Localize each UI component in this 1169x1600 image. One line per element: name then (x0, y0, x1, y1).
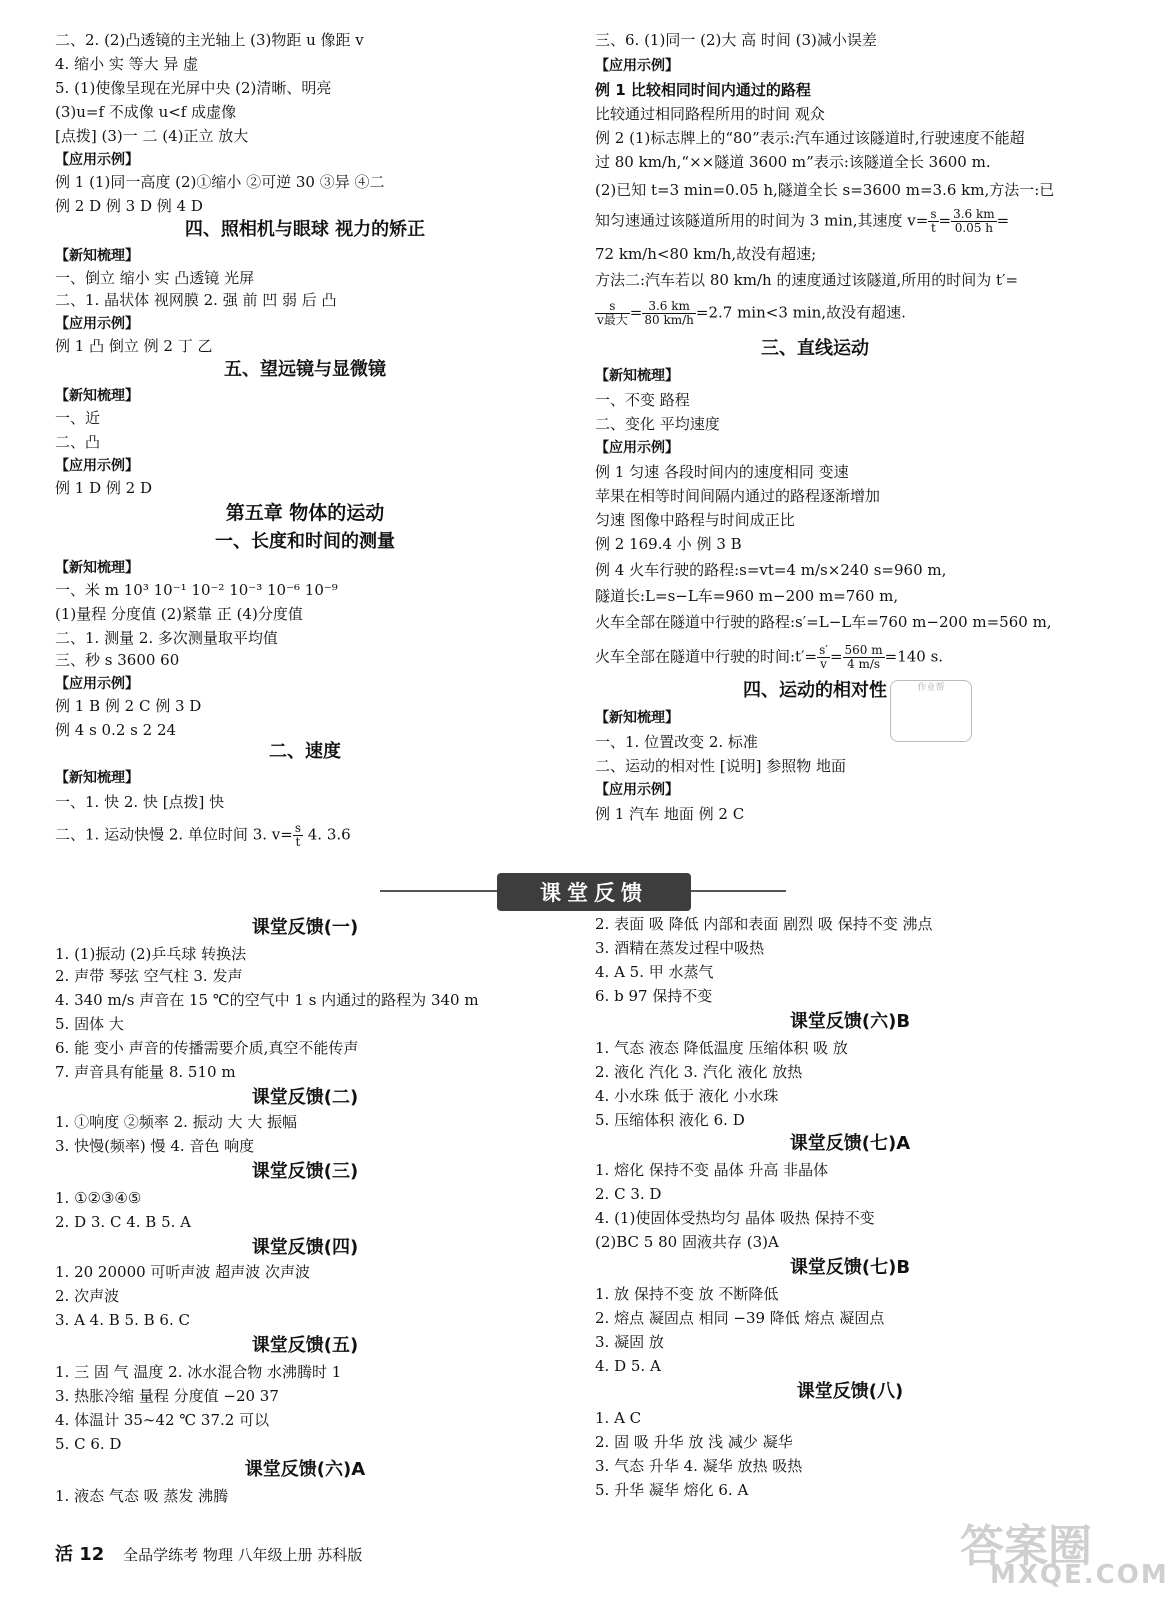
fb-right-line-9: 课堂反馈(七)A (789, 1133, 911, 1154)
left-top-line-8: 四、照相机与眼球 视力的矫正 (184, 219, 426, 240)
right-top-line-2: 例 1 比较相同时间内通过的路程 (595, 81, 811, 99)
fb-right-line-14: 课堂反馈(七)B (789, 1257, 911, 1278)
right-mid-line-10: 隧道长:L=s−L车=960 m−200 m=760 m, (595, 587, 899, 605)
right-mid-line-4: 【应用示例】 (595, 440, 679, 456)
fb-right-line-22: 3. 气态 升华 4. 凝华 放热 吸热 (595, 1457, 803, 1475)
fb-left-line-8: 1. ①响度 ②频率 2. 振动 大 大 振幅 (55, 1113, 298, 1131)
fb-left-line-17: 课堂反馈(五) (251, 1335, 359, 1356)
fb-right-line-5: 1. 气态 液态 降低温度 压缩体积 吸 放 (595, 1039, 848, 1057)
right-mid-line-6: 苹果在相等时间间隔内通过的路程逐渐增加 (595, 487, 881, 505)
left-top-line-30: 二、速度 (269, 741, 341, 762)
left-top-line-4: [点拨] (3)一 二 (4)正立 放大 (55, 127, 249, 145)
left-top-line-14: 五、望远镜与显微镜 (224, 359, 386, 380)
fb-left-line-18: 1. 三 固 气 温度 2. 冰水混合物 水沸腾时 1 (55, 1363, 342, 1381)
fb-left-line-1: 1. (1)振动 (2)乒乓球 转换法 (55, 945, 247, 963)
fb-left-line-4: 5. 固体 大 (55, 1015, 124, 1033)
left-top-line-27: 【应用示例】 (55, 676, 139, 692)
fb-left-line-11: 1. ①②③④⑤ (55, 1189, 142, 1207)
fb-right-line-19: 课堂反馈(八) (796, 1381, 904, 1402)
left-top-line-1: 4. 缩小 实 等大 异 虚 (55, 55, 199, 73)
fb-right-line-11: 2. C 3. D (595, 1185, 662, 1203)
fb-right-line-17: 3. 凝固 放 (595, 1333, 664, 1351)
right-mid-line-3: 二、变化 平均速度 (595, 415, 720, 433)
fb-left-line-20: 4. 体温计 35∼42 ℃ 37.2 可以 (55, 1411, 270, 1429)
left-top-line-23: 一、米 m 10³ 10⁻¹ 10⁻² 10⁻³ 10⁻⁶ 10⁻⁹ (55, 581, 338, 599)
section-banner: 课堂反馈 (497, 873, 691, 911)
right-top-line-4: 例 2 (1)标志牌上的“80”表示:汽车通过该隧道时,行驶速度不能超 (595, 129, 1025, 147)
left-top-line-7: 例 2 D 例 3 D 例 4 D (55, 197, 203, 215)
fb-left-line-3: 4. 340 m/s 声音在 15 ℃的空气中 1 s 内通过的路程为 340 m (55, 991, 479, 1009)
watermark-url: MXQE.COM (990, 1560, 1169, 1590)
fb-left-line-10: 课堂反馈(三) (251, 1161, 359, 1182)
page-footer (55, 1540, 362, 1566)
left-top-line-20: 第五章 物体的运动 (225, 502, 385, 524)
fb-left-line-5: 6. 能 变小 声音的传播需要介质,真空不能传声 (55, 1039, 359, 1057)
left-top-line-10: 一、倒立 缩小 实 凸透镜 光屏 (55, 269, 255, 287)
book-title: 全品学练考 物理 八年级上册 苏科版 (123, 1546, 363, 1564)
right-mid-line-2: 一、不变 路程 (595, 391, 690, 409)
fb-left-line-9: 3. 快慢(频率) 慢 4. 音色 响度 (55, 1137, 255, 1155)
left-top-line-3: (3)u=f 不成像 u<f 成虚像 (55, 103, 237, 121)
fb-right-line-18: 4. D 5. A (595, 1357, 661, 1375)
fb-right-line-0: 2. 表面 吸 降低 内部和表面 剧烈 吸 保持不变 沸点 (595, 915, 933, 933)
fb-right-line-21: 2. 固 吸 升华 放 浅 减少 凝华 (595, 1433, 793, 1451)
fb-right-line-4: 课堂反馈(六)B (789, 1011, 911, 1032)
right-bottom-line-3: 二、运动的相对性 [说明] 参照物 地面 (595, 757, 847, 775)
right-mid-line-5: 例 1 匀速 各段时间内的速度相同 变速 (595, 463, 849, 481)
banner-rule-left (380, 890, 497, 892)
left-top-line-17: 二、凸 (55, 433, 101, 451)
right-top-line-1: 【应用示例】 (595, 58, 679, 74)
left-top-line-26: 三、秒 s 3600 60 (55, 651, 180, 669)
speed-line-a: 二、1. 运动快慢 2. 单位时间 3. v= (55, 825, 293, 844)
right-top-line-0: 三、6. (1)同一 (2)大 高 时间 (3)减小误差 (595, 31, 877, 49)
left-top-line-28: 例 1 B 例 2 C 例 3 D (55, 697, 202, 715)
fb-right-line-15: 1. 放 保持不变 放 不断降低 (595, 1285, 779, 1303)
fb-right-line-23: 5. 升华 凝华 熔化 6. A (595, 1481, 749, 1499)
fb-left-line-23: 1. 液态 气态 吸 蒸发 沸腾 (55, 1487, 229, 1505)
fb-right-line-10: 1. 熔化 保持不变 晶体 升高 非晶体 (595, 1161, 829, 1179)
fb-left-line-14: 1. 20 20000 可听声波 超声波 次声波 (55, 1263, 310, 1281)
right-bottom-line-0: 四、运动的相对性 (743, 680, 887, 701)
right-mid-line-9: 例 4 火车行驶的路程:s=vt=4 m/s×240 s=960 m, (595, 561, 947, 579)
train-time-line: 火车全部在隧道中行驶的时间:t′= $\frac{s'}{v}$ = $\frac{560 m}{4 m/s}$ =140 s. (595, 643, 944, 671)
example-2-part2-line1: (2)已知 t=3 min=0.05 h,隧道全长 s=3600 m=3.6 km,方法一:已 (595, 181, 1055, 199)
left-top-line-24: (1)量程 分度值 (2)紧靠 正 (4)分度值 (55, 605, 303, 623)
left-top-line-18: 【应用示例】 (55, 458, 139, 474)
fb-left-line-12: 2. D 3. C 4. B 5. A (55, 1213, 191, 1231)
fb-right-line-20: 1. A C (595, 1409, 642, 1427)
right-top-line-3: 比较通过相同路程所用的时间 观众 (595, 105, 825, 123)
right-mid-line-7: 匀速 图像中路程与时间成正比 (595, 511, 795, 529)
left-top-line-11: 二、1. 晶状体 视网膜 2. 强 前 凹 弱 后 凸 (55, 291, 337, 309)
right-mid-line-8: 例 2 169.4 小 例 3 B (595, 535, 742, 553)
speed-formula-line (55, 822, 351, 849)
left-top-line-31: 【新知梳理】 (55, 770, 139, 786)
fb-left-line-16: 3. A 4. B 5. B 6. C (55, 1311, 190, 1329)
fb-left-line-22: 课堂反馈(六)A (244, 1459, 366, 1480)
fb-left-line-15: 2. 次声波 (55, 1287, 120, 1305)
example-2-part2-line2: 知匀速通过该隧道所用的时间为 3 min,其速度 v= $\frac{s}{t}$ = $\frac{3.6 km}{0.05 h}$ = (595, 207, 1010, 235)
left-top-line-6: 例 1 (1)同一高度 (2)①缩小 ②可逆 30 ③异 ④二 (55, 173, 385, 191)
left-top-line-15: 【新知梳理】 (55, 388, 139, 404)
speed-fraction: $\frac{s}{t}$ (294, 821, 301, 849)
right-top-line-5: 过 80 km/h,“××隧道 3600 m”表示:该隧道全长 3600 m. (595, 153, 991, 171)
speed-line-b: 4. 3.6 (303, 825, 351, 844)
left-top-line-9: 【新知梳理】 (55, 248, 139, 264)
fb-right-line-3: 6. b 97 保持不变 (595, 987, 713, 1005)
left-top-line-5: 【应用示例】 (55, 152, 139, 168)
right-bottom-line-1: 【新知梳理】 (595, 710, 679, 726)
example-2-part2-line3: 72 km/h<80 km/h,故没有超速; (595, 245, 817, 263)
fb-right-line-13: (2)BC 5 80 固液共存 (3)A (595, 1233, 779, 1251)
left-top-line-25: 二、1. 测量 2. 多次测量取平均值 (55, 629, 278, 647)
watermark-logo: 答案圈 (960, 1521, 1092, 1572)
banner-rule-right (691, 890, 786, 892)
right-mid-line-1: 【新知梳理】 (595, 368, 679, 384)
right-bottom-line-5: 例 1 汽车 地面 例 2 C (595, 805, 745, 823)
left-top-line-2: 5. (1)使像呈现在光屏中央 (2)清晰、明亮 (55, 79, 332, 97)
left-top-line-29: 例 4 s 0.2 s 2 24 (55, 721, 177, 739)
left-top-line-22: 【新知梳理】 (55, 560, 139, 576)
fb-right-line-12: 4. (1)使固体受热均匀 晶体 吸热 保持不变 (595, 1209, 875, 1227)
right-bottom-line-2: 一、1. 位置改变 2. 标准 (595, 733, 758, 751)
fb-left-line-21: 5. C 6. D (55, 1435, 122, 1453)
page-number: 活 12 (55, 1544, 105, 1565)
left-top-line-16: 一、近 (55, 409, 101, 427)
left-top-line-12: 【应用示例】 (55, 316, 139, 332)
fb-right-line-8: 5. 压缩体积 液化 6. D (595, 1111, 745, 1129)
fb-right-line-1: 3. 酒精在蒸发过程中吸热 (595, 939, 765, 957)
fb-right-line-6: 2. 液化 汽化 3. 汽化 液化 放热 (595, 1063, 803, 1081)
fb-left-line-0: 课堂反馈(一) (251, 917, 359, 938)
fb-right-line-2: 4. A 5. 甲 水蒸气 (595, 963, 714, 981)
left-top-line-32: 一、1. 快 2. 快 [点拨] 快 (55, 793, 225, 811)
fb-right-line-16: 2. 熔点 凝固点 相同 −39 降低 熔点 凝固点 (595, 1309, 885, 1327)
example-2-method2-line2: $\frac{s}{\text{v最大}}$ = $\frac{3.6 km}{80 km/h}$ =2.7 min<3 min,故没有超速. (597, 299, 906, 327)
left-top-line-21: 一、长度和时间的测量 (215, 531, 395, 552)
left-top-line-0: 二、2. (2)凸透镜的主光轴上 (3)物距 u 像距 v (55, 31, 364, 49)
fb-left-line-2: 2. 声带 琴弦 空气柱 3. 发声 (55, 967, 243, 985)
example-2-method2-line1: 方法二:汽车若以 80 km/h 的速度通过该隧道,所用的时间为 t′= (595, 271, 1019, 289)
left-top-line-19: 例 1 D 例 2 D (55, 479, 152, 497)
left-top-line-13: 例 1 凸 倒立 例 2 丁 乙 (55, 337, 213, 355)
homework-stamp: 作业帮 (890, 680, 972, 742)
fb-left-line-6: 7. 声音具有能量 8. 510 m (55, 1063, 236, 1081)
right-mid-line-0: 三、直线运动 (761, 338, 869, 359)
right-bottom-line-4: 【应用示例】 (595, 782, 679, 798)
right-mid-line-11: 火车全部在隧道中行驶的路程:s′=L−L车=760 m−200 m=560 m, (595, 613, 1052, 631)
fb-left-line-19: 3. 热胀冷缩 量程 分度值 −20 37 (55, 1387, 279, 1405)
fb-right-line-7: 4. 小水珠 低于 液化 小水珠 (595, 1087, 779, 1105)
fb-left-line-13: 课堂反馈(四) (251, 1237, 359, 1258)
fb-left-line-7: 课堂反馈(二) (251, 1087, 359, 1108)
